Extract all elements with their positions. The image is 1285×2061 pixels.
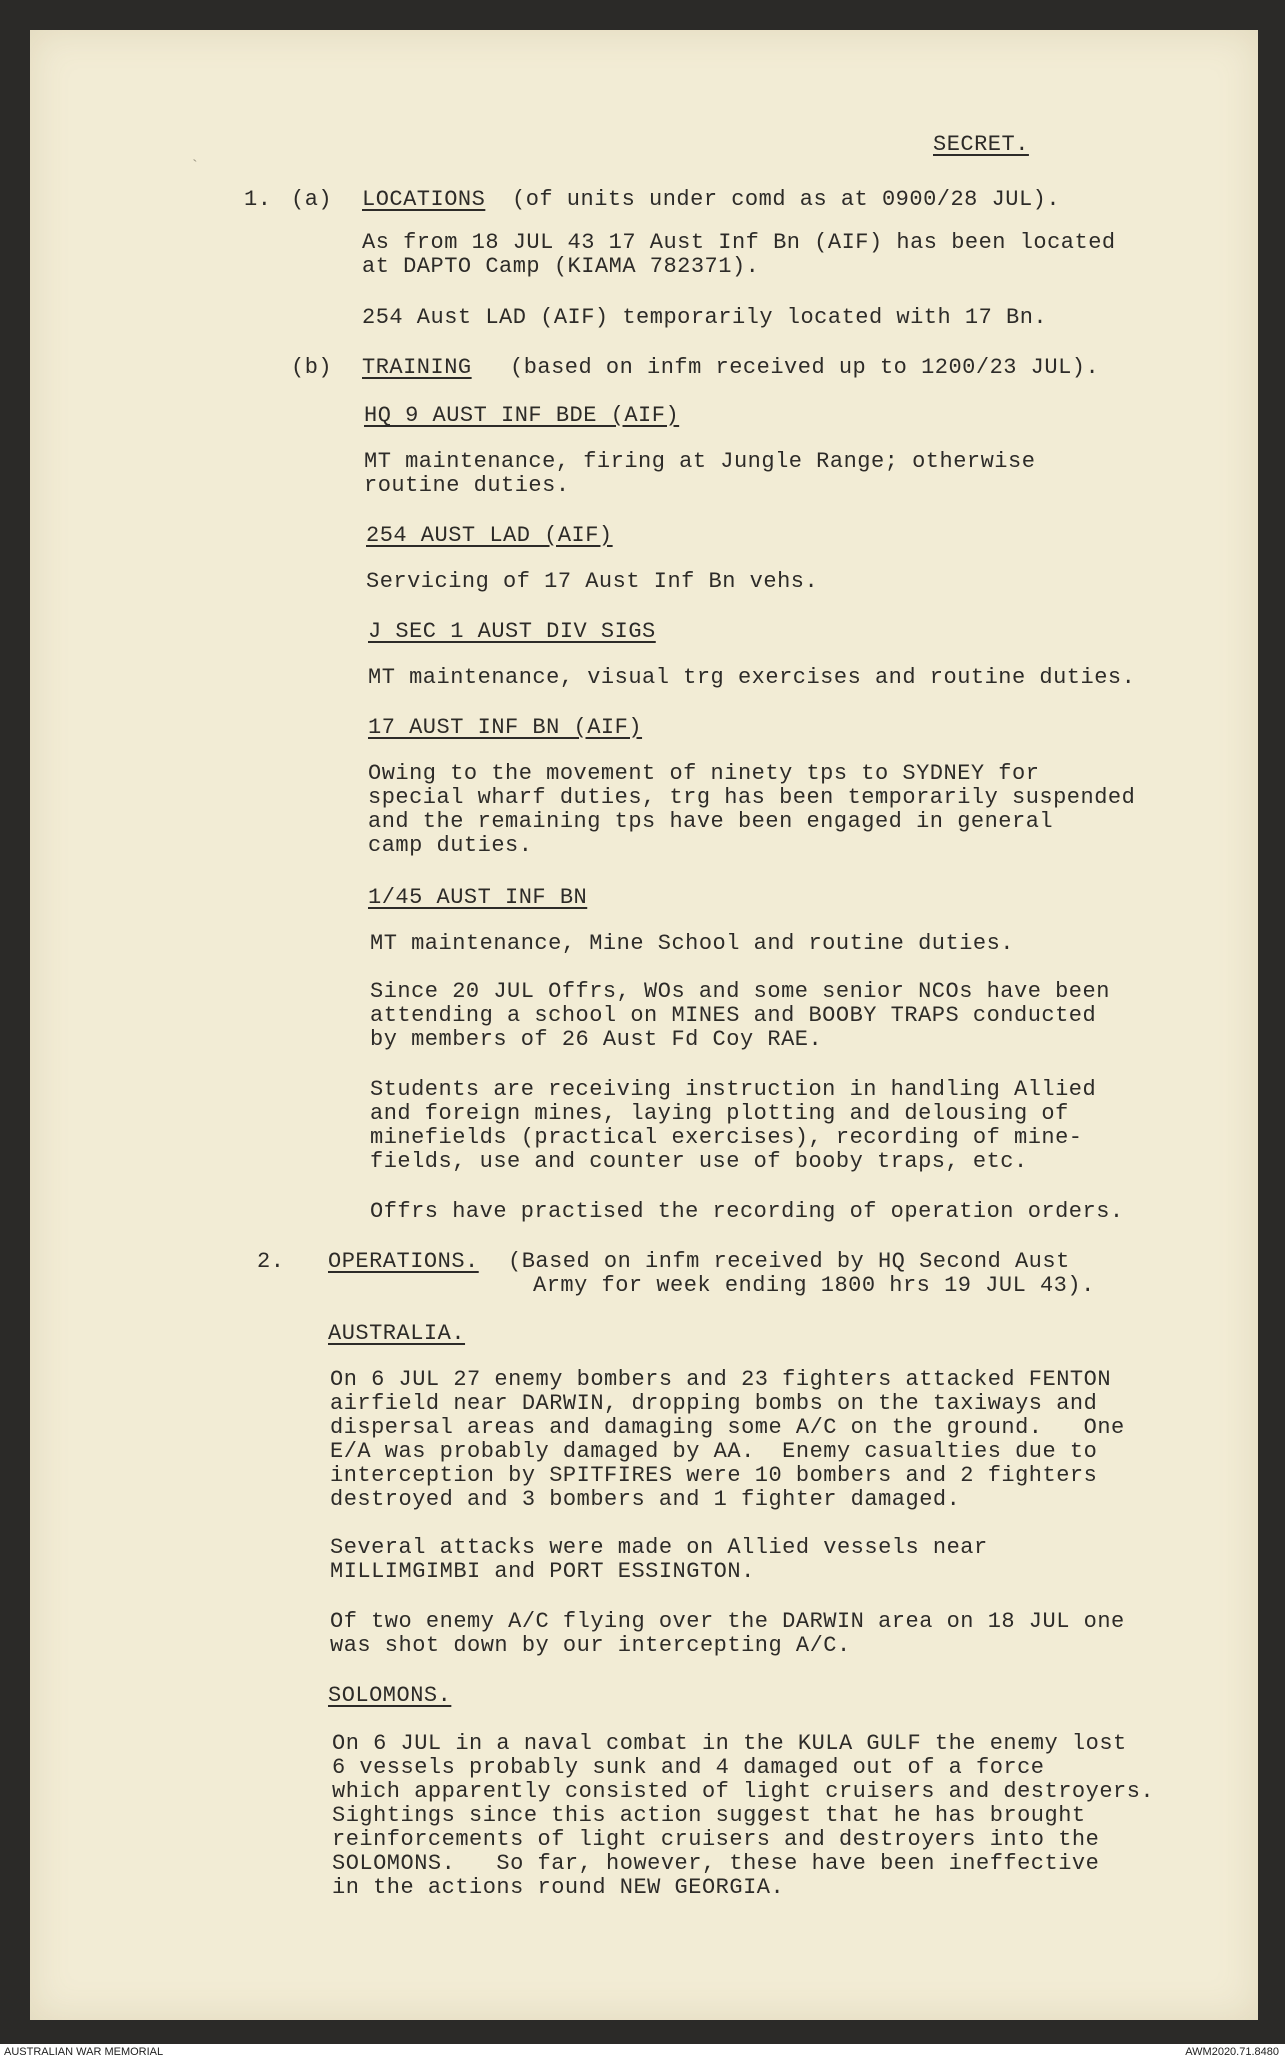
unit-heading: 254 AUST LAD (AIF) <box>366 523 613 548</box>
australia-para-1: E/A was probably damaged by AA. Enemy casualties due to <box>330 1439 1098 1464</box>
mine-school-para-2: fields, use and counter use of booby traps, etc. <box>370 1149 1028 1174</box>
unit-heading: HQ 9 AUST INF BDE (AIF) <box>364 403 680 428</box>
mine-school-para-2: minefields (practical exercises), recording of mine- <box>370 1125 1083 1150</box>
unit-heading: J SEC 1 AUST DIV SIGS <box>368 619 656 644</box>
mine-school-para-1: attending a school on MINES and BOOBY TRAPS conducted <box>370 1003 1097 1028</box>
subsection-a-label: (a) <box>291 187 333 212</box>
solomons-para: SOLOMONS. So far, however, these have been ineffective <box>332 1851 1100 1876</box>
unit-text-line: Servicing of 17 Aust Inf Bn vehs. <box>366 569 819 594</box>
section-1-number: 1. <box>244 187 272 212</box>
training-heading-note: (based on infm received up to 1200/23 JUL). <box>510 355 1100 380</box>
solomons-para: reinforcements of light cruisers and destroyers into the <box>332 1827 1100 1852</box>
archive-reference: AWM2020.71.8480 <box>1185 2046 1279 2058</box>
solomons-para: in the actions round NEW GEORGIA. <box>332 1875 785 1900</box>
locations-para-1-line-2: at DAPTO Camp (KIAMA 782371). <box>362 254 760 279</box>
australia-para-1: dispersal areas and damaging some A/C on the ground. One <box>330 1415 1125 1440</box>
unit-heading: 1/45 AUST INF BN <box>368 885 588 910</box>
australia-heading: AUSTRALIA. <box>328 1321 466 1346</box>
unit-text-line: special wharf duties, trg has been temporarily suspended <box>368 785 1136 810</box>
unit-text-line: MT maintenance, visual trg exercises and routine duties. <box>368 665 1136 690</box>
margin-mark: ` <box>190 158 200 176</box>
australia-para-1: destroyed and 3 bombers and 1 fighter damaged. <box>330 1487 961 1512</box>
australia-para-2: MILLIMGIMBI and PORT ESSINGTON. <box>330 1559 755 1584</box>
mine-school-para-2: Students are receiving instruction in handling Allied <box>370 1077 1097 1102</box>
unit-text-line: MT maintenance, firing at Jungle Range; otherwise <box>364 449 1036 474</box>
archive-footer <box>0 2044 1285 2061</box>
locations-para-1-line-1: As from 18 JUL 43 17 Aust Inf Bn (AIF) has been located <box>362 230 1116 255</box>
operations-heading-note: (Based on infm received by HQ Second Aust <box>508 1249 1070 1274</box>
locations-heading: LOCATIONS <box>362 187 486 212</box>
australia-para-2: Several attacks were made on Allied vessels near <box>330 1535 988 1560</box>
solomons-para: which apparently consisted of light cruisers and destroyers. <box>332 1779 1155 1804</box>
unit-text-line: MT maintenance, Mine School and routine duties. <box>370 931 1015 956</box>
mine-school-para-1: Since 20 JUL Offrs, WOs and some senior NCOs have been <box>370 979 1110 1004</box>
solomons-para: On 6 JUL in a naval combat in the KULA GULF the enemy lost <box>332 1731 1127 1756</box>
unit-text-line: camp duties. <box>368 833 533 858</box>
solomons-heading: SOLOMONS. <box>328 1683 452 1708</box>
archive-name: AUSTRALIAN WAR MEMORIAL <box>4 2046 164 2058</box>
unit-text-line: routine duties. <box>364 473 570 498</box>
solomons-para: Sightings since this action suggest that he has brought <box>332 1803 1086 1828</box>
australia-para-3: was shot down by our intercepting A/C. <box>330 1633 851 1658</box>
mine-school-para-1: by members of 26 Aust Fd Coy RAE. <box>370 1027 823 1052</box>
operations-heading-note: Army for week ending 1800 hrs 19 JUL 43). <box>533 1273 1095 1298</box>
unit-heading: 17 AUST INF BN (AIF) <box>368 715 643 740</box>
locations-heading-note: (of units under comd as at 0900/28 JUL). <box>512 187 1061 212</box>
solomons-para: 6 vessels probably sunk and 4 damaged out of a force <box>332 1755 1045 1780</box>
classification-marking: SECRET. <box>933 132 1029 157</box>
australia-para-1: On 6 JUL 27 enemy bombers and 23 fighters attacked FENTON <box>330 1367 1112 1392</box>
australia-para-1: interception by SPITFIRES were 10 bombers and 2 fighters <box>330 1463 1098 1488</box>
locations-para-2-line-1: 254 Aust LAD (AIF) temporarily located with 17 Bn. <box>362 305 1048 330</box>
training-heading: TRAINING <box>362 355 472 380</box>
mine-school-para-3: Offrs have practised the recording of operation orders. <box>370 1199 1124 1224</box>
unit-text-line: Owing to the movement of ninety tps to SYDNEY for <box>368 761 1040 786</box>
operations-heading: OPERATIONS. <box>328 1249 479 1274</box>
australia-para-3: Of two enemy A/C flying over the DARWIN area on 18 JUL one <box>330 1609 1125 1634</box>
section-2-number: 2. <box>257 1249 285 1274</box>
subsection-b-label: (b) <box>291 355 333 380</box>
australia-para-1: airfield near DARWIN, dropping bombs on the taxiways and <box>330 1391 1098 1416</box>
mine-school-para-2: and foreign mines, laying plotting and delousing of <box>370 1101 1069 1126</box>
unit-text-line: and the remaining tps have been engaged in general <box>368 809 1054 834</box>
